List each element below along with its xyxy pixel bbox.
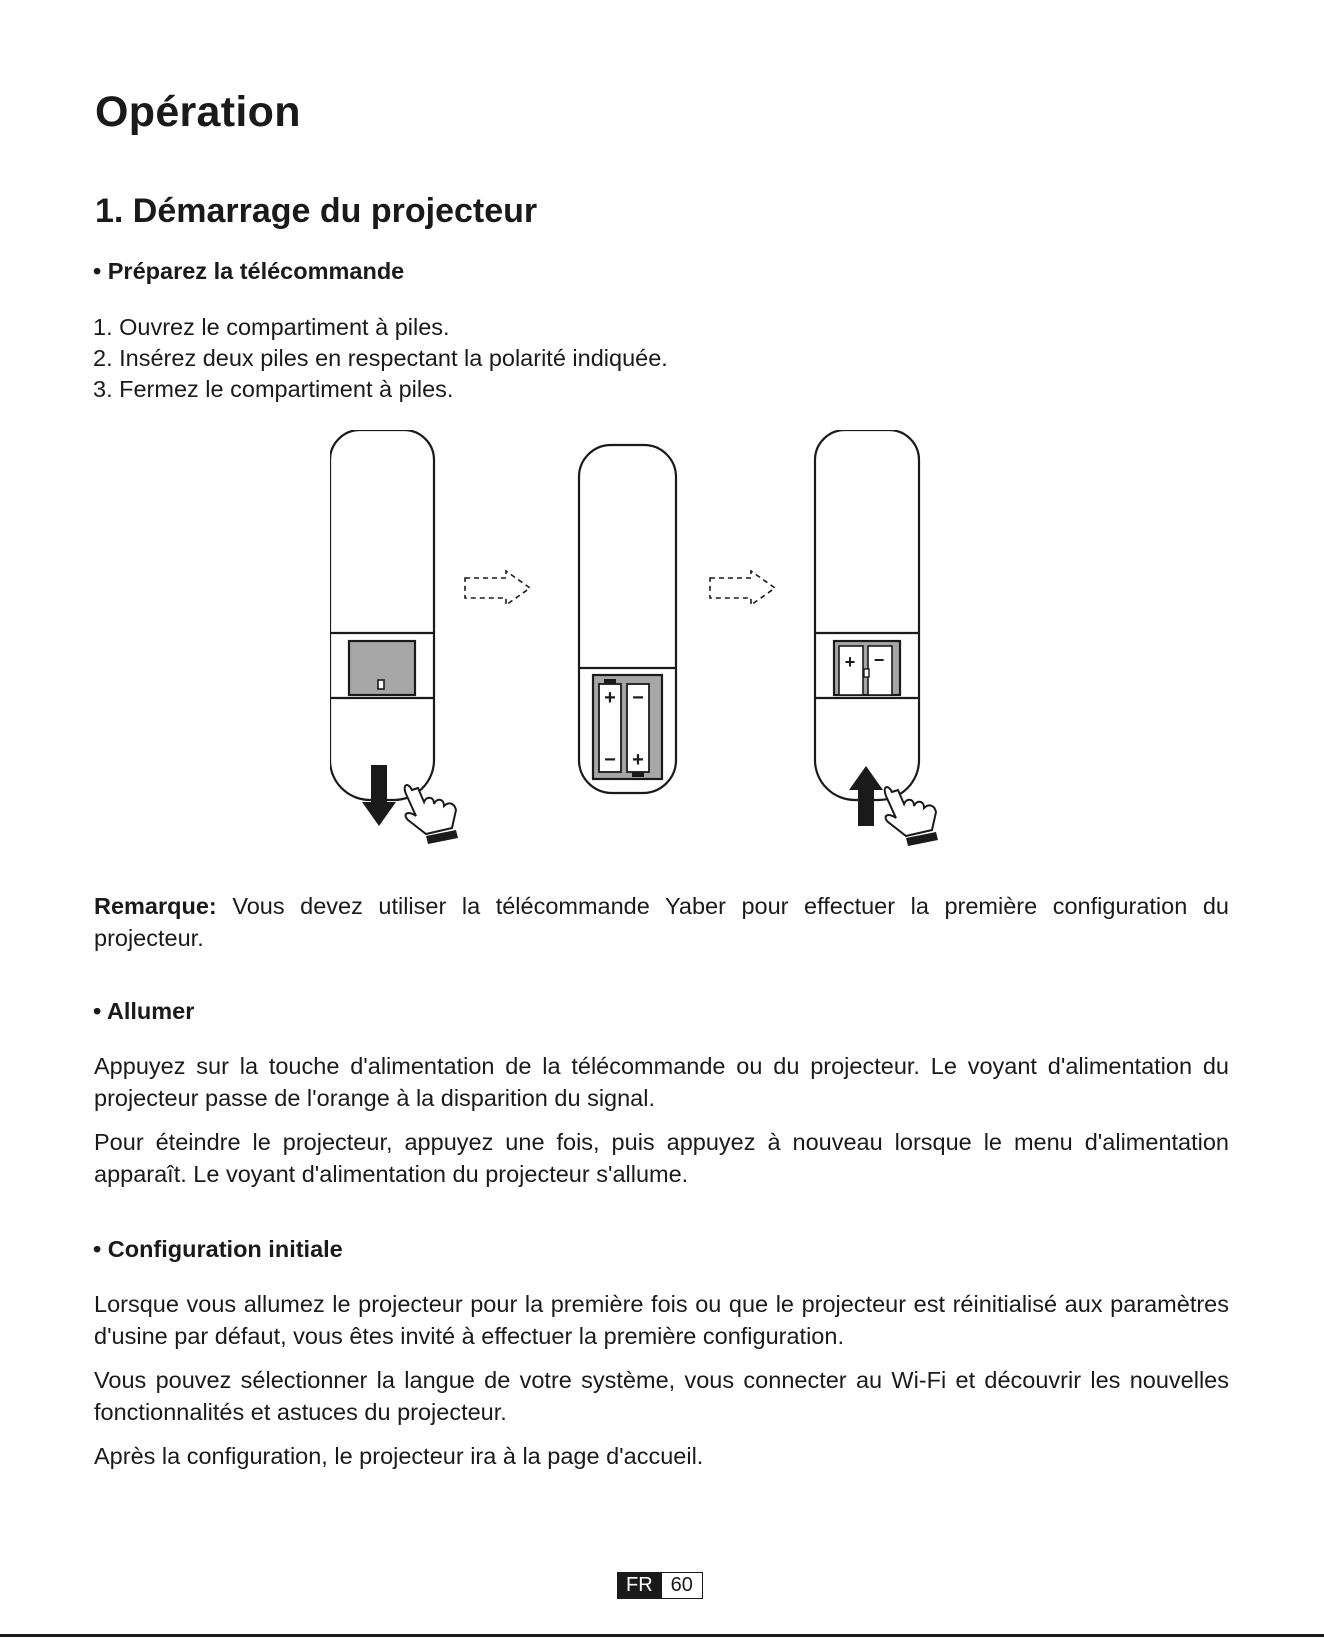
step-close-compartment: 3. Fermez le compartiment à piles. xyxy=(93,376,454,402)
step-open-compartment: 1. Ouvrez le compartiment à piles. xyxy=(93,314,450,340)
battery-plus-mark: + xyxy=(844,652,856,672)
remote-batteries-illustration xyxy=(579,445,676,793)
battery-installation-figure xyxy=(330,430,990,870)
battery-plus-mark: + xyxy=(604,687,616,709)
setup-done-paragraph: Après la configuration, le projecteur ira à la page d'accueil. xyxy=(94,1443,704,1469)
remote-close-illustration xyxy=(815,430,938,846)
page-title: Opération xyxy=(95,88,301,136)
power-on-paragraph: Appuyez sur la touche d'alimentation de la télécommande ou du projecteur. Le voyant d'alimentation du projecteur passe de l'orange à la disparition du signal. xyxy=(94,1053,1229,1111)
setup-first-time-paragraph: Lorsque vous allumez le projecteur pour la première fois ou que le projecteur est réinitialisé aux paramètres d'usine par défaut, vous êtes invité à effectuer la première configuration. xyxy=(94,1291,1229,1349)
section-title: 1. Démarrage du projecteur xyxy=(95,192,538,230)
note-paragraph xyxy=(94,890,1229,954)
battery-steps-list xyxy=(93,312,668,405)
initial-setup-heading: • Configuration initiale xyxy=(93,1236,343,1262)
note-label: Remarque: xyxy=(94,893,217,919)
hand-pointer-icon xyxy=(885,787,938,846)
battery-minus-mark: − xyxy=(604,749,616,771)
note-text: Vous devez utiliser la télécommande Yaber pour effectuer la première configuration du projecteur. xyxy=(94,893,1229,951)
dashed-arrow-icon xyxy=(465,571,530,605)
battery-plus-mark: + xyxy=(632,749,644,771)
battery-minus-mark: − xyxy=(632,687,644,709)
hand-pointer-icon xyxy=(405,785,458,844)
remote-prep-heading: • Préparez la télécommande xyxy=(93,258,405,284)
power-on-heading: • Allumer xyxy=(93,998,195,1024)
dashed-arrow-icon xyxy=(710,571,775,605)
page-number-badge xyxy=(617,1572,703,1599)
power-off-paragraph: Pour éteindre le projecteur, appuyez une fois, puis appuyez à nouveau lorsque le menu d'alimentation apparaît. Le voyant d'alimentation du projecteur s'allume. xyxy=(94,1129,1229,1187)
battery-minus-mark: − xyxy=(873,650,885,670)
language-code: FR xyxy=(617,1572,662,1599)
setup-options-paragraph: Vous pouvez sélectionner la langue de votre système, vous connecter au Wi-Fi et découvrir les nouvelles fonctionnalités et astuces du projecteur. xyxy=(94,1367,1229,1425)
remote-open-illustration xyxy=(330,430,458,844)
page-number: 60 xyxy=(662,1572,703,1599)
bottom-divider xyxy=(0,1634,1324,1637)
step-insert-batteries: 2. Insérez deux piles en respectant la polarité indiquée. xyxy=(93,345,668,371)
